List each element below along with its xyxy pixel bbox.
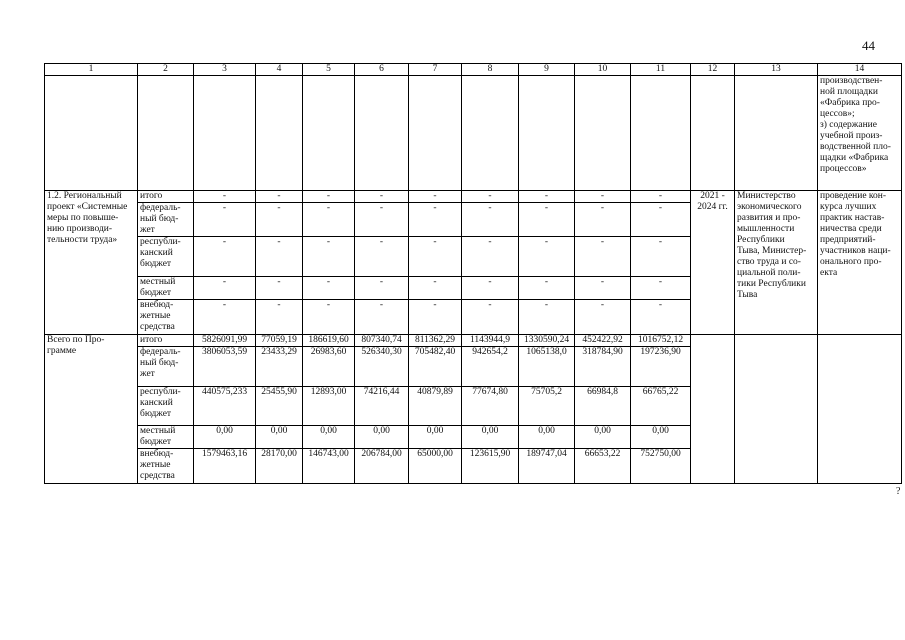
table-cell: 440575,233 [194,387,256,426]
empty-cell [462,76,519,191]
table-cell: - [409,237,462,277]
table-cell: 66653,22 [575,449,631,484]
table-cell: 0,00 [409,426,462,449]
table-cell: местный бюджет [138,426,194,449]
table-cell: - [409,203,462,237]
table-cell: - [409,300,462,335]
table-row [45,191,902,203]
table-cell: - [256,203,303,237]
table-cell: 25455,90 [256,387,303,426]
table-cell: - [256,237,303,277]
empty-cell [138,76,194,191]
table-cell: 1330590,24 [519,335,575,347]
empty-cell [575,76,631,191]
table-row [45,335,902,347]
table-cell: проведение кон- курса лучших практик настав- ничества среди предприятий- участников наци- онального про- екта [818,191,902,335]
table-cell: - [355,237,409,277]
empty-cell [691,76,735,191]
table-cell: 0,00 [256,426,303,449]
table-cell: итого [138,335,194,347]
table-cell: 9 [519,64,575,76]
table-cell: 807340,74 [355,335,409,347]
table-cell: - [194,237,256,277]
table-cell: 752750,00 [631,449,691,484]
table-cell: 318784,90 [575,347,631,387]
header-row [45,64,902,76]
table-cell: Министерство экономического развития и про- мышленности Республики Тыва, Министер- ство труда и со- циальной поли- тики Республики Тыва [735,191,818,335]
empty-cell [355,76,409,191]
table-cell: 123615,90 [462,449,519,484]
table-cell: местный бюджет [138,277,194,300]
table-cell: - [194,203,256,237]
table-cell: - [194,300,256,335]
table-cell: 10 [575,64,631,76]
table-cell: - [631,300,691,335]
table-cell: - [631,191,691,203]
empty-cell [735,76,818,191]
table-cell: - [462,203,519,237]
table-cell: производствен- ной площадки «Фабрика про- цессов»; з) содержание учебной произ- водственной пло- щадки «Фабрика процессов» [818,76,902,191]
table-cell: 146743,00 [303,449,355,484]
table-cell: - [575,277,631,300]
table-cell: 1.2. Региональный проект «Системные меры по повыше- нию производи- тельности труда» [45,191,138,335]
table-cell: 8 [462,64,519,76]
table-cell: 0,00 [194,426,256,449]
table-cell: Всего по Про- грамме [45,335,138,484]
table-cell: - [256,300,303,335]
table-cell: 28170,00 [256,449,303,484]
budget-table [44,63,902,484]
table-cell: 189747,04 [519,449,575,484]
table-cell: 66765,22 [631,387,691,426]
table-cell: - [303,237,355,277]
table-cell: - [355,300,409,335]
table-cell: 206784,00 [355,449,409,484]
table-cell: - [575,237,631,277]
table-cell: 2021 - 2024 гг. [691,191,735,335]
empty-cell [409,76,462,191]
table-cell: - [519,203,575,237]
table-cell: 5826091,99 [194,335,256,347]
table-cell: 5 [303,64,355,76]
table-cell: внебюд- жетные средства [138,449,194,484]
table-cell: федераль- ный бюд- жет [138,347,194,387]
table-cell: - [575,203,631,237]
table-cell: 74216,44 [355,387,409,426]
table-cell: 75705,2 [519,387,575,426]
page-number: 44 [862,38,875,53]
table-cell: - [519,191,575,203]
table-cell: 452422,92 [575,335,631,347]
table-cell: 12893,00 [303,387,355,426]
table-cell: - [631,277,691,300]
table-cell: - [631,237,691,277]
table-cell: 942654,2 [462,347,519,387]
table-cell: - [462,277,519,300]
table-cell: 23433,29 [256,347,303,387]
table-cell: республи- канский бюджет [138,237,194,277]
table-cell: 811362,29 [409,335,462,347]
table-cell: 26983,60 [303,347,355,387]
table-cell: 7 [409,64,462,76]
table-cell: - [575,300,631,335]
table-cell: - [303,203,355,237]
table-cell: - [194,277,256,300]
stray-mark: ? [896,486,901,497]
table-cell: 1065138,0 [519,347,575,387]
table-cell: 0,00 [631,426,691,449]
table-cell: - [194,191,256,203]
table-cell: 186619,60 [303,335,355,347]
table-cell: 3806053,59 [194,347,256,387]
table-cell: 3 [194,64,256,76]
table-cell: 0,00 [575,426,631,449]
table-cell: 0,00 [519,426,575,449]
table-cell: 0,00 [462,426,519,449]
table-cell: 40879,89 [409,387,462,426]
table-cell: - [355,203,409,237]
table-cell: 197236,90 [631,347,691,387]
table-cell: - [519,300,575,335]
table-cell: - [519,277,575,300]
table-cell: - [462,300,519,335]
table-cell: 1016752,12 [631,335,691,347]
table-cell: 526340,30 [355,347,409,387]
table-cell: внебюд- жетные средства [138,300,194,335]
empty-cell [519,76,575,191]
table-cell: 0,00 [303,426,355,449]
empty-cell [303,76,355,191]
table-cell: 2 [138,64,194,76]
table-cell: 4 [256,64,303,76]
table-cell: 1143944,9 [462,335,519,347]
table-cell: - [303,191,355,203]
empty-cell [194,76,256,191]
table-cell: 12 [691,64,735,76]
empty-cell [735,335,818,484]
table-cell: 66984,8 [575,387,631,426]
table-cell: - [519,237,575,277]
table-cell: - [575,191,631,203]
empty-cell [691,335,735,484]
table-cell: 77674,80 [462,387,519,426]
empty-cell [45,76,138,191]
table-cell: 0,00 [355,426,409,449]
table-cell: 65000,00 [409,449,462,484]
table-cell: - [631,203,691,237]
table-cell: - [303,277,355,300]
table-cell: - [303,300,355,335]
table-cell: республи- канский бюджет [138,387,194,426]
table-cell: федераль- ный бюд- жет [138,203,194,237]
table-cell: 11 [631,64,691,76]
table-cell: 1 [45,64,138,76]
table-cell: - [256,277,303,300]
table-cell: - [256,191,303,203]
empty-cell [256,76,303,191]
table-cell: - [409,277,462,300]
table-cell: - [355,277,409,300]
table-cell: 14 [818,64,902,76]
table-cell: 1579463,16 [194,449,256,484]
continuation-row [45,76,902,191]
empty-cell [818,335,902,484]
table-cell: - [355,191,409,203]
table-cell: - [462,237,519,277]
table-cell: 705482,40 [409,347,462,387]
table-cell: - [462,191,519,203]
table-cell: 77059,19 [256,335,303,347]
empty-cell [631,76,691,191]
table-cell: - [409,191,462,203]
table-cell: 13 [735,64,818,76]
table-cell: итого [138,191,194,203]
table-cell: 6 [355,64,409,76]
